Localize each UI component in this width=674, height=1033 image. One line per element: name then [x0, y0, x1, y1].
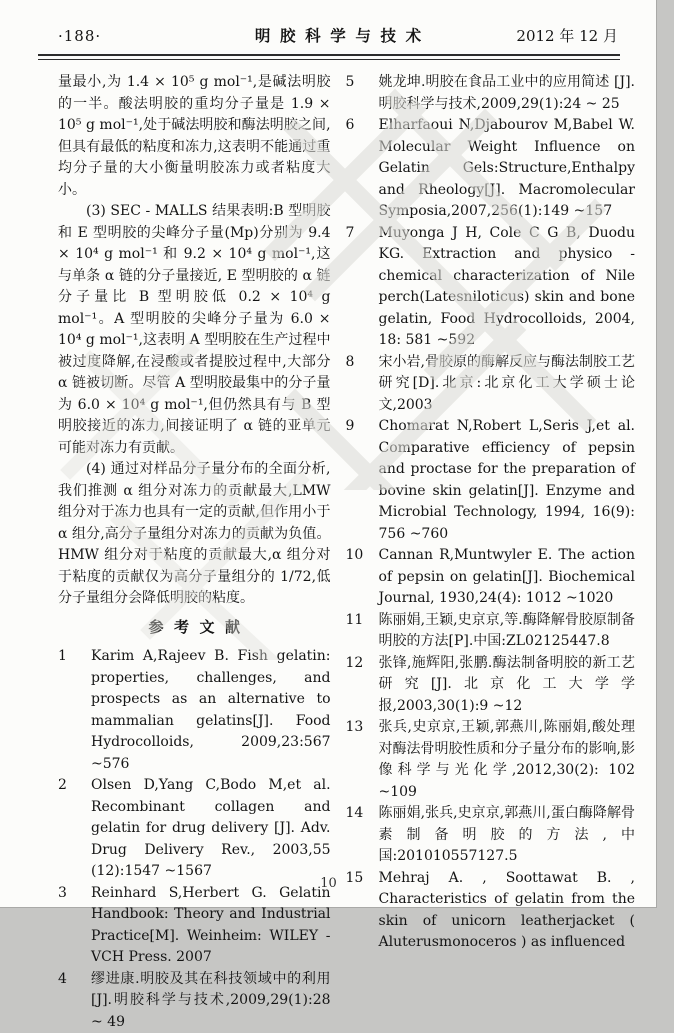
- page-header: [0, 0, 656, 52]
- reference-text: Chomarat N,Robert L,Seris J,et al. Comparative efficiency of pepsin and proctase for the preparation of bovine skin gelatin[J]. Enzyme and Microbial Technology, 1994, 16(9): 756 ~760: [379, 416, 635, 545]
- reference-number: 5: [346, 72, 379, 115]
- reference-text: 陈丽娟,张兵,史京京,郭燕川,蛋白酶降解骨素制备明胶的方法,中国:201010557127.5: [379, 803, 635, 868]
- references-heading: 参考文献: [58, 617, 331, 639]
- reference-number: 2: [58, 775, 91, 883]
- reference-item: [346, 803, 635, 868]
- reference-item: [346, 717, 635, 803]
- reference-number: 13: [346, 717, 379, 803]
- reference-text: Reinhard S,Herbert G. Gelatin Handbook: Theory and Industrial Practice[M]. Weinheim: WILEY - VCH Press. 2007: [91, 883, 331, 969]
- reference-item: [346, 610, 635, 653]
- reference-text: Muyonga J H, Cole C G B, Duodu KG. Extraction and physico - chemical characterization of Nile perch(Latesniloticus) skin and bone gelatin, Food Hydrocolloids, 2004, 18: 581 ~592: [379, 223, 635, 352]
- reference-number: 1: [58, 646, 91, 775]
- reference-text: 缪进康.明胶及其在科技领域中的利用 [J].明胶科学与技术,2009,29(1):28 ~ 49: [91, 969, 331, 1033]
- reference-text: 陈丽娟,王颖,史京京,等.酶降解骨胶原制备明胶的方法[P].中国:ZL02125447.8: [379, 610, 635, 653]
- reference-text: Mehraj A. , Soottawat B. , Characteristics of gelatin from the skin of unicorn leatherjacket ( Aluterusmonoceros ) as influenced: [379, 868, 635, 954]
- reference-item: [346, 416, 635, 545]
- reference-item: [346, 115, 635, 223]
- reference-number: 12: [346, 653, 379, 718]
- reference-number: 6: [346, 115, 379, 223]
- reference-number: 10: [346, 545, 379, 610]
- issue-date: 2012 年 12 月: [498, 25, 618, 46]
- reference-text: 姚龙坤.明胶在食品工业中的应用简述 [J].明胶科学与技术,2009,29(1):24 ~ 25: [379, 72, 635, 115]
- reference-item: [58, 969, 331, 1033]
- body-paragraph: (3) SEC - MALLS 结果表明:B 型明胶和 E 型明胶的尖峰分子量(Mp)分别为 9.4 × 10⁴ g mol⁻¹ 和 9.2 × 10⁴ g mol⁻¹,这与单条 α 链的分子量接近, E 型明胶的 α 链分子量比 B 型明胶低 0.2 × 10⁴ g mol⁻¹。A 型明胶的尖峰分子量为 6.0 × 10⁴ g mol⁻¹,这表明 A 型明胶在生产过程中被过度降解,在浸酸或者提胶过程中,大部分 α 链被切断。尽管 A 型明胶最集中的分子量为 6.0 × 10⁴ g mol⁻¹,但仍然具有与 B 型明胶接近的冻力,间接证明了 α 链的亚单元可能对冻力有贡献。: [58, 201, 331, 459]
- reference-item: [346, 223, 635, 352]
- reference-text: 宋小岩,骨胶原的酶解反应与酶法制胶工艺研究[D].北京:北京化工大学硕士论文,2003: [379, 352, 635, 417]
- reference-item: [346, 72, 635, 115]
- reference-number: 7: [346, 223, 379, 352]
- reference-item: [346, 545, 635, 610]
- reference-item: [58, 775, 331, 883]
- journal-title: 明胶科学与技术: [178, 24, 498, 46]
- reference-number: 9: [346, 416, 379, 545]
- body-paragraph: (4) 通过对样品分子量分布的全面分析,我们推测 α 组分对冻力的贡献最大,LMW 组分对于冻力也具有一定的贡献,但作用小于 α 组分,高分子量组分对冻力的贡献为负值。HMW 组分对于粘度的贡献最大,α 组分对于粘度的贡献仅为高分子量组分的 1/72,低分子量组分会降低明胶的粘度。: [58, 459, 331, 610]
- reference-item: [58, 646, 331, 775]
- page-footer: [0, 876, 657, 891]
- page-number: 10: [320, 876, 337, 891]
- reference-number: 8: [346, 352, 379, 417]
- reference-number: 4: [58, 969, 91, 1033]
- body-paragraph: 量最小,为 1.4 × 10⁵ g mol⁻¹,是碱法明胶的一半。酸法明胶的重均分子量是 1.9 × 10⁵ g mol⁻¹,处于碱法明胶和酶法明胶之间,但具有最低的粘度和冻力,这表明不能通过重均分子量的大小衡量明胶冻力或者粘度大小。: [58, 72, 331, 201]
- reference-text: 张兵,史京京,王颖,郭燕川,陈丽娟,酸处理对酶法骨明胶性质和分子量分布的影响,影像科学与光化学,2012,30(2): 102 ~109: [379, 717, 635, 803]
- reference-text: 张锋,施辉阳,张鹏.酶法制备明胶的新工艺研究[J].北京化工大学学报,2003,30(1):9 ~12: [379, 653, 635, 718]
- reference-text: Cannan R,Muntwyler E. The action of pepsin on gelatin[J]. Biochemical Journal, 1930,24(4): 1012 ~1020: [379, 545, 635, 610]
- reference-text: Olsen D,Yang C,Bodo M,et al. Recombinant collagen and gelatin for drug delivery [J]. Adv. Drug Delivery Rev., 2003,55 (12):1547 ~1567: [91, 775, 331, 883]
- reference-number: 14: [346, 803, 379, 868]
- reference-item: [58, 883, 331, 969]
- reference-number: 11: [346, 610, 379, 653]
- reference-item: [346, 352, 635, 417]
- reference-number: 3: [58, 883, 91, 969]
- reference-text: Elharfaoui N,Djabourov M,Babel W. Molecular Weight Influence on Gelatin Gels:Structure,Enthalpy and Rheology[J]. Macromolecular Symposia,2007,256(1):149 ~157: [379, 115, 635, 223]
- reference-number: 15: [346, 868, 379, 954]
- reference-item: [346, 653, 635, 718]
- page-folio: ·188·: [58, 27, 178, 45]
- reference-text: Karim A,Rajeev B. Fish gelatin: properties, challenges, and prospects as an alternative to mammalian gelatins[J]. Food Hydrocolloids, 2009,23:567 ~576: [91, 646, 331, 775]
